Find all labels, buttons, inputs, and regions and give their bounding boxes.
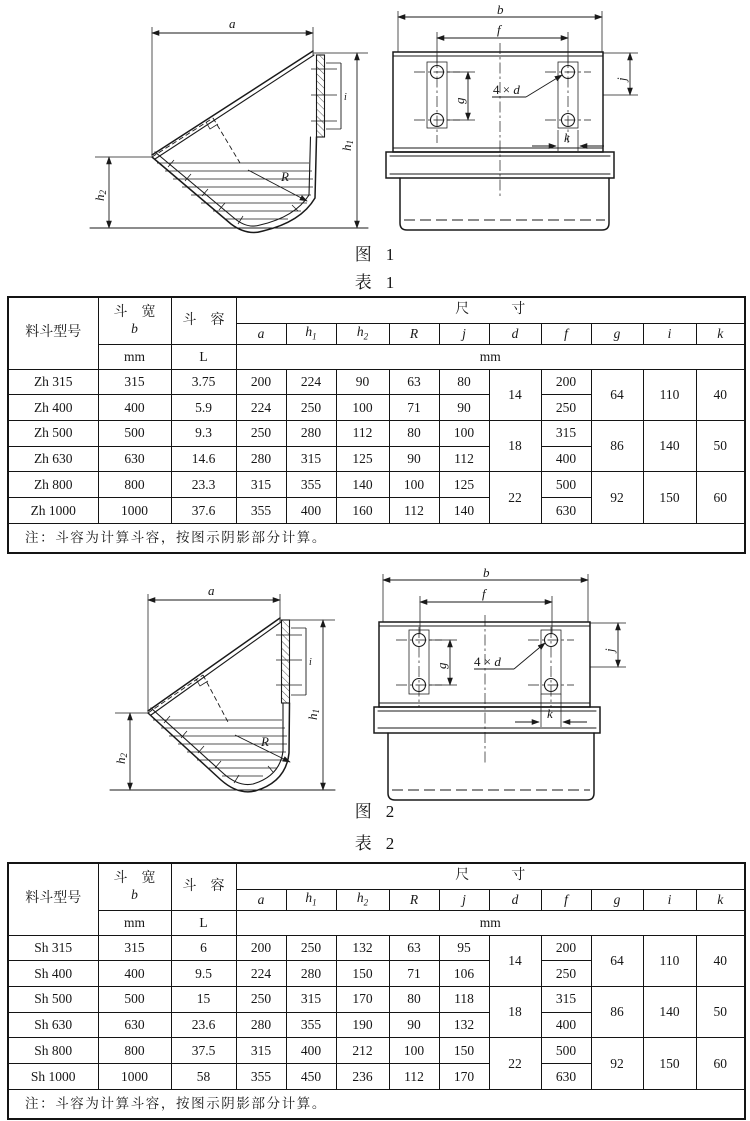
model-cell: Zh 315 [8, 369, 98, 395]
table-row: Sh 630 630 23.6 280 355 190 90 132 400 [8, 1012, 745, 1038]
header-volume: 斗 容 [171, 863, 236, 910]
bucket-wall [152, 137, 317, 232]
R-label: R [281, 169, 289, 184]
a-label: a [229, 16, 236, 31]
col-h2: $h_2$ [336, 889, 389, 910]
col-k: k [696, 889, 745, 910]
col-f: f [541, 323, 591, 344]
dim-a [152, 16, 313, 155]
table-row: Zh 500 500 9.3 250 280 112 80 100 18 315 86 140 50 [8, 420, 745, 446]
table-row: Zh 400 400 5.9 224 250 100 71 90 250 [8, 395, 745, 421]
table-row: Sh 1000 1000 58 355 450 236 112 170 630 [8, 1063, 745, 1089]
col-k: k [696, 323, 745, 344]
dim-f [437, 22, 568, 63]
model-cell: Sh 1000 [8, 1063, 98, 1089]
figure1-side-view [85, 5, 375, 240]
table-row: Sh 315 315 6 200 250 132 63 95 14 200 64 110 40 [8, 935, 745, 961]
col-g: g [591, 889, 643, 910]
holes-label: 4 × d [493, 82, 520, 97]
unit-mm-dims: mm [236, 344, 745, 369]
model-cell: Sh 500 [8, 986, 98, 1012]
col-j: j [439, 889, 489, 910]
g-label: g [452, 97, 467, 104]
table-row: Sh 400 400 9.5 224 280 150 71 106 250 [8, 961, 745, 987]
col-a: a [236, 323, 286, 344]
table-row: Zh 800 800 23.3 315 355 140 100 125 22 500 92 150 60 [8, 472, 745, 498]
k-label: k [564, 130, 570, 145]
table-row: Zh 1000 1000 37.6 355 400 160 112 140 630 [8, 497, 745, 523]
col-f: f [541, 889, 591, 910]
dim-g [429, 640, 457, 685]
col-h2: $h_2$ [336, 323, 389, 344]
dim-h2 [113, 713, 148, 790]
dim-R [235, 734, 290, 762]
unit-mm: mm [98, 910, 171, 935]
f-label: f [482, 586, 486, 601]
col-h1: $h_1$ [286, 889, 336, 910]
col-i: i [643, 889, 696, 910]
dim-a [148, 583, 280, 711]
header-model: 料斗型号 [8, 297, 98, 369]
dim-h2 [92, 157, 152, 228]
g-label: g [434, 662, 449, 669]
table2-note: 注：斗容为计算斗容，按图示阴影部分计算。 [8, 1089, 745, 1119]
b-label: b [497, 2, 504, 17]
bucket-rim [152, 51, 314, 159]
table-row: Zh 630 630 14.6 280 315 125 90 112 400 [8, 446, 745, 472]
model-cell: Sh 315 [8, 935, 98, 961]
i-label: i [344, 92, 347, 103]
table1-note: 注：斗容为计算斗容，按图示阴影部分计算。 [8, 523, 745, 553]
unit-L: L [171, 344, 236, 369]
unit-mm-dims: mm [236, 910, 745, 935]
h1-label: h1 [305, 709, 321, 720]
table2 [7, 862, 746, 1120]
model-cell: Sh 800 [8, 1038, 98, 1064]
b-label: b [483, 565, 490, 580]
holes-label: 4 × d [474, 654, 501, 669]
h2-label: h2 [113, 753, 129, 764]
header-width: 斗 宽 b [98, 863, 171, 910]
model-cell: Sh 630 [8, 1012, 98, 1038]
col-j: j [439, 323, 489, 344]
right-angle-mark [152, 118, 240, 163]
lip-band [374, 707, 600, 733]
table-row: Sh 800 800 37.5 315 400 212 100 150 22 500 92 150 60 [8, 1038, 745, 1064]
table1-caption: 表 1 [354, 273, 396, 292]
table-note-row [8, 1089, 745, 1119]
header-volume: 斗 容 [171, 297, 236, 344]
col-d: d [489, 889, 541, 910]
bucket-rim [148, 618, 281, 715]
j-label: j [614, 77, 629, 81]
k-label: k [547, 706, 553, 721]
figure2-side-view [85, 565, 375, 810]
figure2-caption: 图 2 [354, 802, 396, 821]
h2-label: h2 [92, 190, 108, 201]
col-a: a [236, 889, 286, 910]
holes-callout [474, 643, 545, 669]
model-cell: Zh 630 [8, 446, 98, 472]
table1 [7, 296, 746, 554]
table-note-row [8, 523, 745, 553]
header-model: 料斗型号 [8, 863, 98, 935]
model-cell: Zh 400 [8, 395, 98, 421]
table-row: Zh 315 315 3.75 200 224 90 63 80 14 200 64 110 40 [8, 369, 745, 395]
dim-j [603, 53, 638, 95]
model-cell: Zh 1000 [8, 497, 98, 523]
model-cell: Zh 800 [8, 472, 98, 498]
j-label: j [602, 648, 617, 652]
header-dimensions: 尺 寸 [236, 297, 745, 323]
holes-callout [492, 75, 562, 97]
figure1-caption: 图 1 [354, 245, 396, 264]
bucket-body [388, 733, 594, 800]
col-d: d [489, 323, 541, 344]
mounting-plate [276, 620, 302, 703]
dim-R [248, 169, 307, 201]
R-label: R [261, 734, 269, 749]
header-dimensions: 尺 寸 [236, 863, 745, 889]
figure2-front-view [370, 565, 640, 810]
model-cell: Sh 400 [8, 961, 98, 987]
dim-g [447, 72, 475, 120]
shaded-fill-hatching [157, 163, 313, 219]
col-R: R [389, 889, 439, 910]
model-cell: Zh 500 [8, 420, 98, 446]
bucket-body [400, 178, 609, 230]
mounting-plate [311, 55, 337, 137]
figure1-front-view [380, 2, 645, 235]
a-label: a [208, 583, 215, 598]
col-R: R [389, 323, 439, 344]
dim-j [590, 623, 626, 667]
i-label: i [309, 657, 312, 668]
unit-L: L [171, 910, 236, 935]
table-row: Sh 500 500 15 250 315 170 80 118 18 315 86 140 50 [8, 986, 745, 1012]
table2-caption: 表 2 [354, 834, 396, 853]
col-h1: $h_1$ [286, 323, 336, 344]
unit-mm: mm [98, 344, 171, 369]
header-width: 斗 宽 b [98, 297, 171, 344]
f-label: f [497, 22, 501, 37]
col-g: g [591, 323, 643, 344]
h1-label: h1 [339, 140, 355, 151]
dim-i [326, 63, 347, 129]
col-i: i [643, 323, 696, 344]
